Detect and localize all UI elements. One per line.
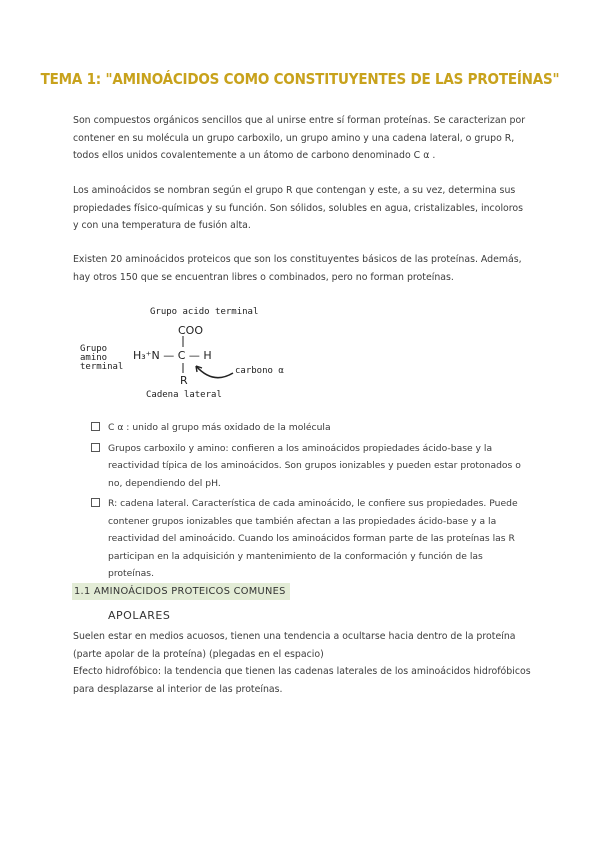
label-amino-1: Grupo — [80, 344, 108, 354]
count-paragraph: Existen 20 aminoácidos proteicos que son los constituyentes básicos de las proteínas. Además, hay otros 150 que se encuentran libres o combinados, pero no forman proteínas. — [73, 254, 522, 283]
page-title: TEMA 1: "AMINOÁCIDOS COMO CONSTITUYENTES DE LAS PROTEÍNAS" — [40, 70, 560, 88]
properties-checklist — [91, 419, 531, 586]
amino-carbon-line: H₃⁺N — C — H — [133, 349, 212, 362]
label-amino-3: terminal — [80, 362, 124, 372]
checklist-item-groups — [91, 440, 531, 493]
label-alpha-carbon: carbono α — [235, 366, 284, 376]
checklist-text: R: cadena lateral. Característica de cada aminoácido, le confiere sus propiedades. Puede contener grupos ionizables que también afectan a las propiedades ácido-base y a la reactividad del aminoácido. Cuando los aminoácidos forman parte de las proteínas las R participan en la adquisición y mantenimiento de la conformación y función de las proteínas. — [108, 498, 518, 579]
checklist-item-r — [91, 495, 531, 583]
checklist-text: Grupos carboxilo y amino: confieren a los aminoácidos propiedades ácido-base y la reactividad típica de los aminoácidos. Son grupos ionizables y pueden estar protonados o no, dependiendo del pH. — [108, 442, 521, 489]
hydrophobic-paragraph: Efecto hidrofóbico: la tendencia que tienen las cadenas laterales de los aminoácidos hidrofóbicos para desplazarse al interior de las proteínas. — [73, 666, 531, 695]
bond-lines — [78, 303, 318, 403]
label-amino-2: amino — [80, 353, 108, 363]
subheading-apolares: APOLARES — [108, 609, 171, 622]
coo-group: COO — [178, 324, 203, 337]
intro-paragraph: Son compuestos orgánicos sencillos que al unirse entre sí forman proteínas. Se caracterizan por contener en su molécula un grupo carboxilo, un grupo amino y una cadena lateral, o grupo R, todos ellos unidos covalentemente a un átomo de carbono denominado C α . — [73, 115, 526, 161]
checklist-text: C α : unido al grupo más oxidado de la molécula — [108, 422, 331, 433]
label-acid-group: Grupo acido terminal — [150, 307, 259, 317]
checkbox-icon[interactable] — [91, 443, 100, 452]
section-heading: 1.1 AMINOÁCIDOS PROTEICOS COMUNES — [72, 583, 290, 600]
r-group: R — [180, 374, 188, 387]
checklist-item-calpha — [91, 419, 531, 437]
naming-paragraph: Los aminoácidos se nombran según el grupo R que contengan y este, a su vez, determina sus propiedades físico-químicas y su función. Son sólidos, solubles en agua, cristalizables, incoloros y con una temperatura de fusión alta. — [73, 185, 524, 231]
checkbox-icon[interactable] — [91, 422, 100, 431]
checkbox-icon[interactable] — [91, 498, 100, 507]
apolar-paragraph: Suelen estar en medios acuosos, tienen una tendencia a ocultarse hacia dentro de la proteína (parte apolar de la proteína) (plegadas en el espacio) — [73, 631, 516, 660]
label-side-chain: Cadena lateral — [146, 390, 222, 400]
amino-acid-structure-diagram — [78, 303, 318, 403]
